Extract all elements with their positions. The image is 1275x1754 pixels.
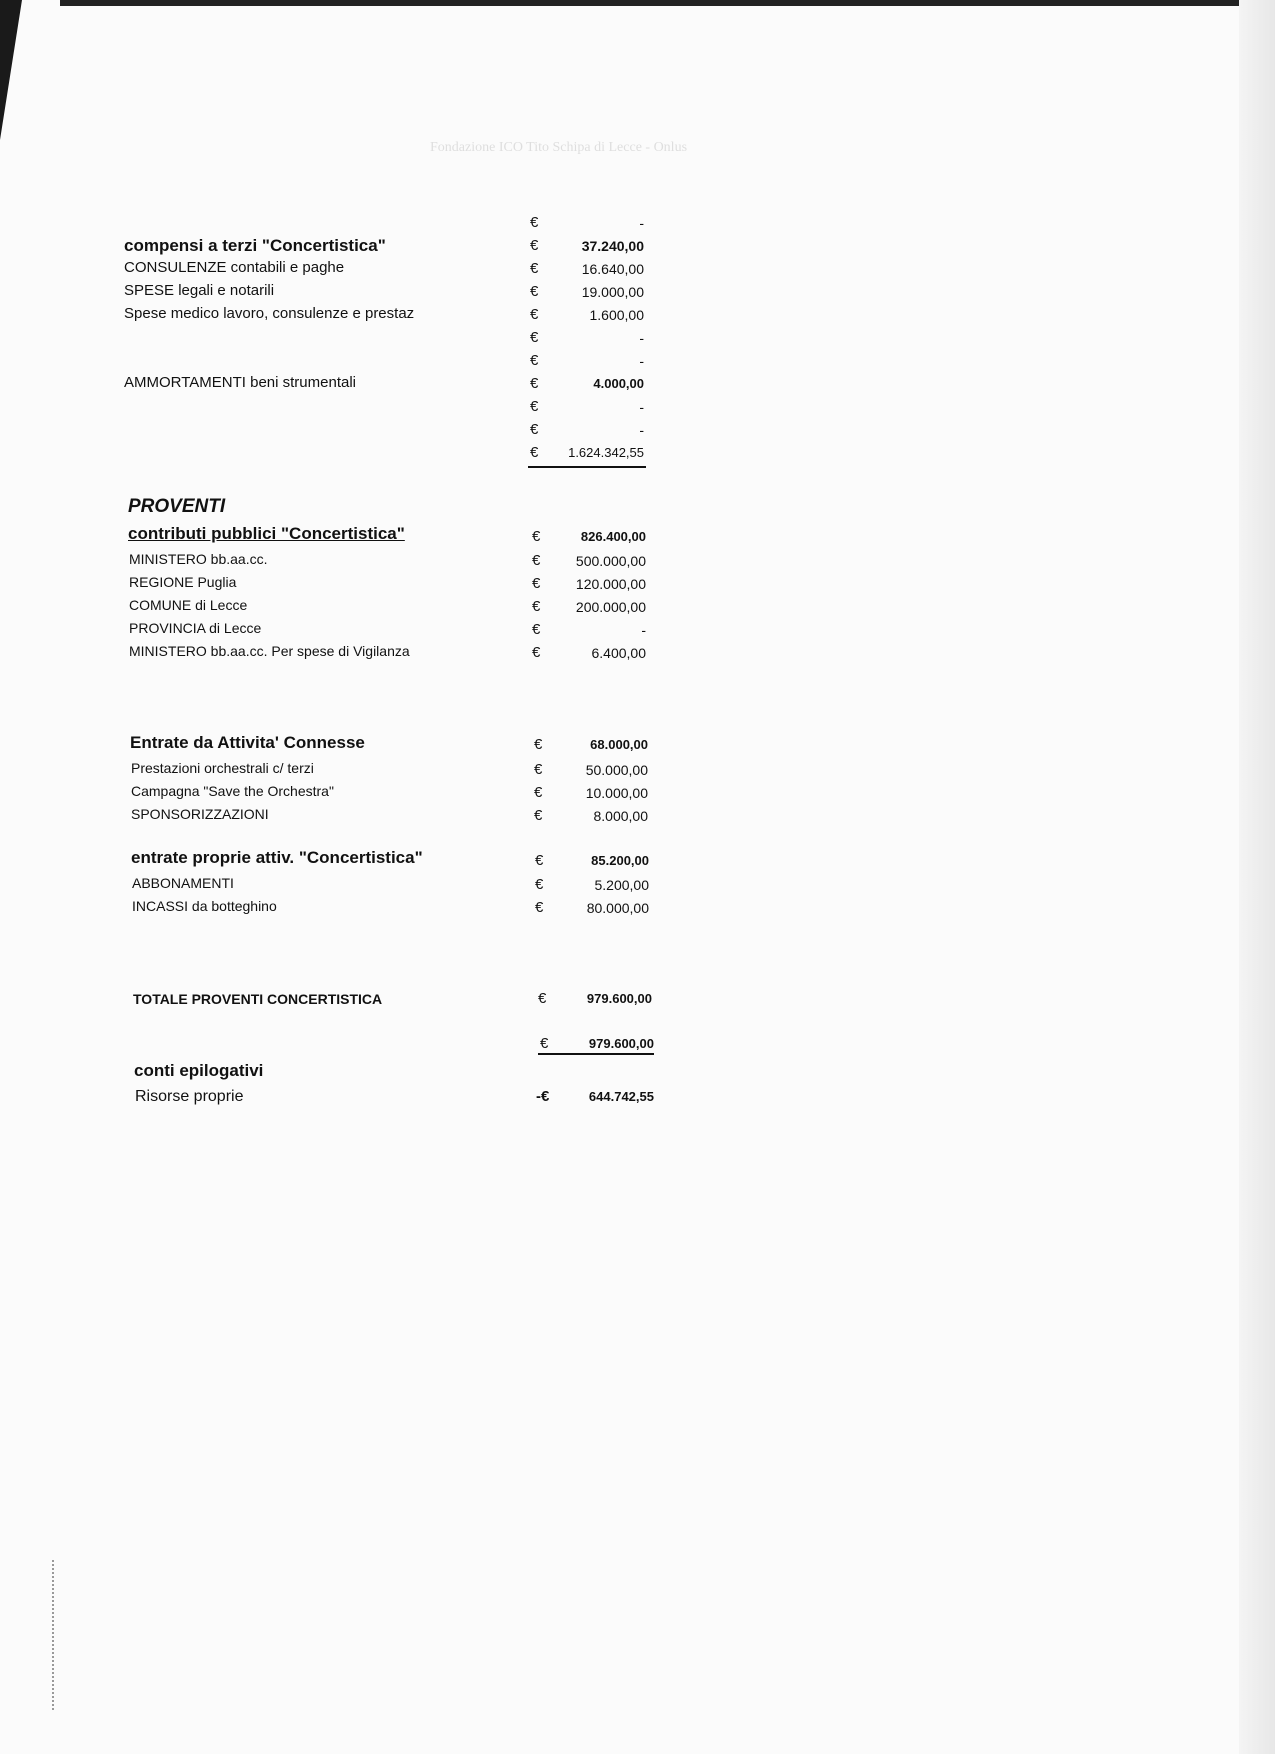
contributi-currency: € (532, 552, 541, 569)
spese-currency: € (530, 260, 539, 277)
spese-amount: - (639, 330, 644, 346)
proprie-label: INCASSI da botteghino (132, 898, 277, 914)
spese-amount: 4.000,00 (593, 376, 644, 391)
attivita-amount: 68.000,00 (590, 737, 648, 752)
attivita-label: SPONSORIZZAZIONI (131, 806, 269, 822)
proprie-title: entrate proprie attiv. "Concertistica" (131, 848, 423, 867)
spese-currency: € (530, 306, 539, 323)
attivita-amount: 10.000,00 (585, 785, 648, 801)
attivita-currency: € (534, 807, 543, 824)
proprie-currency: € (535, 876, 544, 893)
spese-amount: 19.000,00 (581, 284, 644, 300)
spese-total-underline (528, 466, 646, 468)
epilogativi-title: conti epilogativi (134, 1061, 264, 1080)
proprie-currency: € (535, 899, 544, 916)
spese-currency: € (530, 214, 539, 231)
risorse-amount: 644.742,55 (588, 1089, 654, 1104)
spese-currency: € (530, 444, 539, 461)
attivita-amount: 50.000,00 (585, 762, 648, 778)
spese-amount: - (639, 353, 644, 369)
proventi-title: PROVENTI (128, 496, 226, 517)
proprie-amount: 85.200,00 (591, 853, 649, 868)
contributi-label: REGIONE Puglia (129, 574, 237, 590)
spese-label: Spese medico lavoro, consulenze e prestaz (124, 305, 415, 322)
spese-label: CONSULENZE contabili e paghe (124, 259, 345, 276)
right-scan-edge (1239, 0, 1275, 1754)
spese-currency: € (530, 352, 539, 369)
totale2-currency: € (540, 1035, 549, 1052)
spese-label: SPESE legali e notarili (124, 282, 275, 299)
contributi-amount: - (641, 622, 646, 638)
risorse-label: Risorse proprie (135, 1088, 244, 1105)
top-scan-edge (60, 0, 1240, 6)
spese-amount: - (639, 422, 644, 438)
totale-label: TOTALE PROVENTI CONCERTISTICA (133, 991, 383, 1007)
contributi-label: MINISTERO bb.aa.cc. Per spese di Vigilanza (129, 643, 410, 659)
contributi-currency: € (532, 644, 541, 661)
binding-holes (52, 1560, 54, 1710)
contributi-amount: 500.000,00 (575, 553, 646, 569)
spese-label: compensi a terzi "Concertistica" (124, 236, 386, 255)
spese-amount: 16.640,00 (581, 261, 644, 277)
spese-currency: € (530, 398, 539, 415)
spese-currency: € (530, 421, 539, 438)
contributi-currency: € (532, 528, 541, 545)
spese-amount: - (639, 215, 644, 231)
proprie-label: ABBONAMENTI (132, 875, 234, 891)
totale2-underline (538, 1053, 654, 1055)
contributi-currency: € (532, 575, 541, 592)
spese-label: AMMORTAMENTI beni strumentali (124, 374, 356, 391)
attivita-currency: € (534, 736, 543, 753)
contributi-amount: 200.000,00 (575, 599, 646, 615)
spese-amount: 37.240,00 (581, 238, 644, 254)
bleed-through-header: Fondazione ICO Tito Schipa di Lecce - Onlus (430, 140, 688, 155)
contributi-currency: € (532, 598, 541, 615)
contributi-amount: 6.400,00 (591, 645, 646, 661)
contributi-label: COMUNE di Lecce (129, 597, 248, 613)
attivita-label: Campagna "Save the Orchestra" (131, 783, 334, 799)
spese-amount: 1.600,00 (589, 307, 644, 323)
risorse-currency: -€ (536, 1088, 550, 1105)
spese-currency: € (530, 283, 539, 300)
attivita-currency: € (534, 761, 543, 778)
attivita-amount: 8.000,00 (593, 808, 648, 824)
proprie-amount: 5.200,00 (594, 877, 649, 893)
spese-currency: € (530, 237, 539, 254)
totale-amount: 979.600,00 (586, 991, 652, 1006)
contributi-title: contributi pubblici "Concertistica" (128, 524, 405, 543)
contributi-amount: 120.000,00 (575, 576, 646, 592)
totale2-amount: 979.600,00 (588, 1036, 654, 1051)
proprie-currency: € (535, 852, 544, 869)
contributi-amount: 826.400,00 (580, 529, 646, 544)
attivita-title: Entrate da Attivita' Connesse (130, 733, 365, 752)
contributi-currency: € (532, 621, 541, 638)
page-corner-shadow (0, 0, 22, 140)
attivita-currency: € (534, 784, 543, 801)
spese-amount: 1.624.342,55 (568, 445, 644, 460)
contributi-label: MINISTERO bb.aa.cc. (129, 551, 268, 567)
totale-currency: € (538, 990, 547, 1007)
spese-amount: - (639, 399, 644, 415)
spese-currency: € (530, 329, 539, 346)
attivita-label: Prestazioni orchestrali c/ terzi (131, 760, 314, 776)
proprie-amount: 80.000,00 (586, 900, 649, 916)
spese-currency: € (530, 375, 539, 392)
contributi-label: PROVINCIA di Lecce (129, 620, 262, 636)
